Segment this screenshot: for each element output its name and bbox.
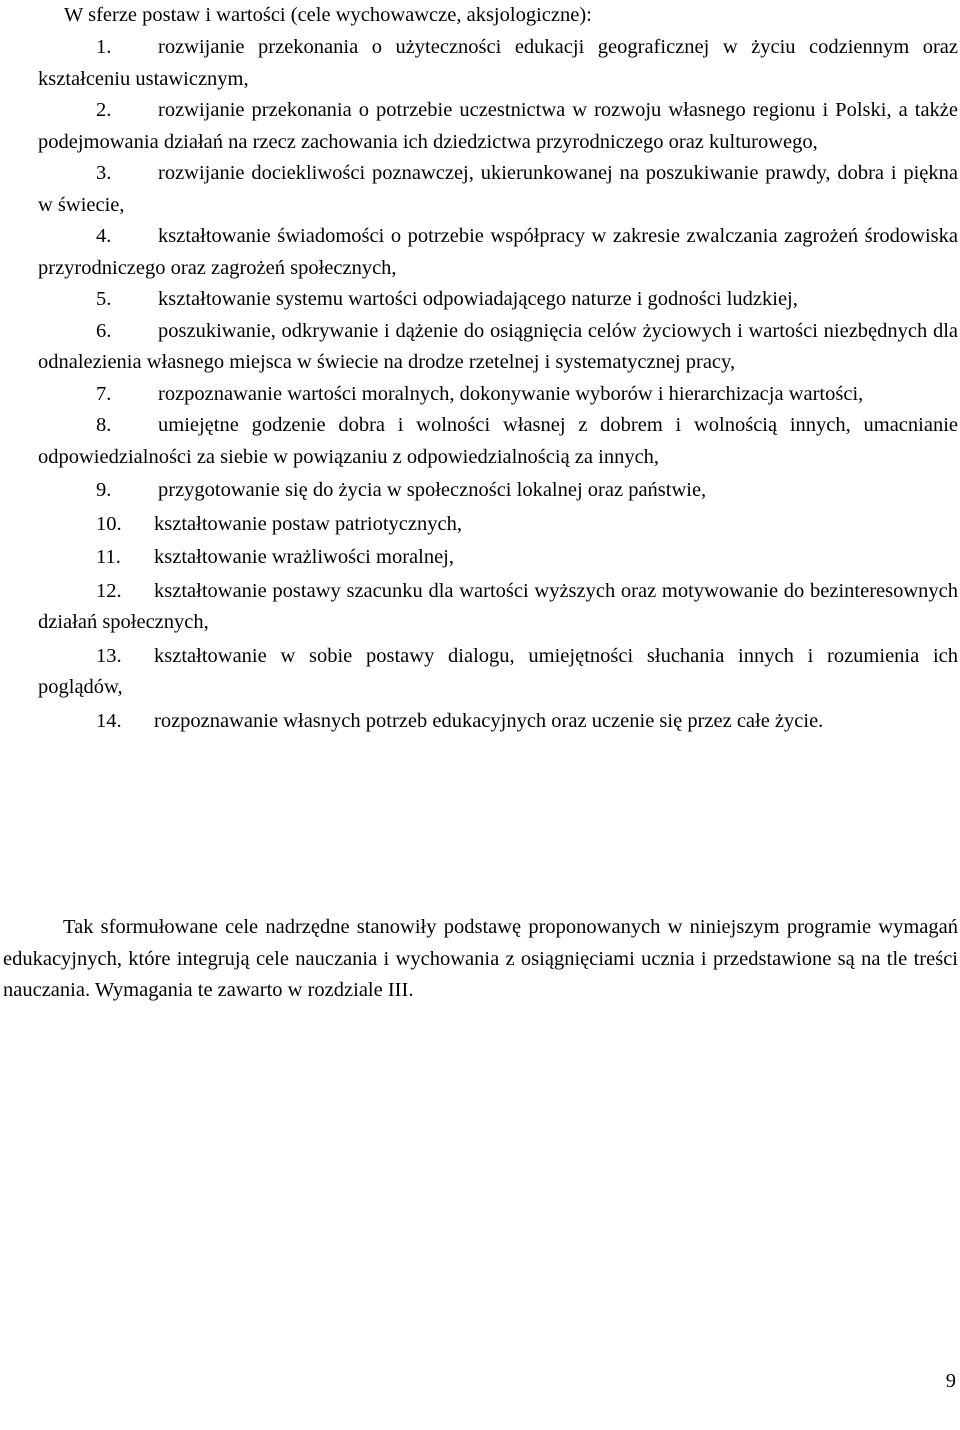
list-item — [38, 379, 958, 411]
item-text: rozwijanie przekonania o potrzebie uczestnictwa w rozwoju własnego regionu i Polski, a także podejmowania działań na rzecz zachowania ich dziedzictwa przyrodniczego oraz kulturowego, — [38, 99, 958, 153]
item-text: rozpoznawanie własnych potrzeb edukacyjnych oraz uczenie się przez całe życie. — [154, 709, 824, 732]
item-text: kształtowanie świadomości o potrzebie współpracy w zakresie zwalczania zagrożeń środowiska przyrodniczego oraz zagrożeń społecznych, — [38, 225, 958, 279]
item-number: 5. — [96, 288, 112, 310]
item-number: 6. — [96, 319, 112, 342]
item-number: 1. — [96, 36, 112, 58]
item-text: umiejętne godzenie dobra i wolności własnej z dobrem i wolnością innych, umacnianie odpowiedzialności za siebie w powiązaniu z odpowiedzialnością za innych, — [38, 414, 958, 468]
list-item — [38, 32, 958, 95]
item-number: 8. — [96, 414, 112, 436]
item-text: kształtowanie systemu wartości odpowiadającego naturze i godności ludzkiej, — [158, 288, 798, 310]
item-number: 12. — [96, 579, 122, 602]
item-text: poszukiwanie, odkrywanie i dążenie do osiągnięcia celów życiowych i wartości niezbędnych dla odnalezienia własnego miejsca w świecie na drodze rzetelnej i systematycznej pracy, — [38, 319, 958, 373]
list-item — [38, 316, 958, 379]
item-number: 4. — [96, 225, 112, 247]
page-number: 9 — [945, 1370, 956, 1392]
goals-list — [38, 32, 958, 737]
item-number: 13. — [96, 644, 122, 667]
item-text: rozwijanie przekonania o użyteczności edukacji geograficznej w życiu codziennym oraz kształceniu ustawicznym, — [38, 36, 958, 90]
list-item — [38, 576, 958, 639]
item-number: 14. — [96, 709, 122, 732]
closing-paragraph: Tak sformułowane cele nadrzędne stanowiły podstawę proponowanych w niniejszym programie wymagań edukacyjnych, które integrują cele nauczania i wychowania z osiągnięciami ucznia i przedstawione są na tle treści nauczania. Wymagania te zawarto w rozdziale III. — [3, 916, 958, 1001]
item-number: 2. — [96, 99, 112, 121]
list-item — [38, 641, 958, 704]
list-item — [38, 475, 958, 507]
item-text: kształtowanie wrażliwości moralnej, — [154, 546, 454, 568]
list-item — [38, 284, 958, 316]
item-number: 7. — [96, 382, 112, 405]
item-text: rozpoznawanie wartości moralnych, dokonywanie wyborów i hierarchizacja wartości, — [158, 382, 864, 405]
list-item — [38, 158, 958, 221]
item-number: 11. — [96, 546, 121, 568]
item-number: 3. — [96, 162, 112, 184]
item-text: rozwijanie dociekliwości poznawczej, ukierunkowanej na poszukiwanie prawdy, dobra i piękna w świecie, — [38, 162, 958, 216]
item-text: kształtowanie postaw patriotycznych, — [154, 512, 462, 535]
list-item — [38, 221, 958, 284]
list-item — [38, 706, 958, 738]
item-number: 9. — [96, 479, 112, 501]
list-item — [38, 410, 958, 473]
list-item — [38, 95, 958, 158]
item-text: kształtowanie postawy szacunku dla wartości wyższych oraz motywowanie do bezinteresownych działań społecznych, — [38, 579, 958, 633]
list-item — [38, 542, 958, 574]
item-number: 10. — [96, 512, 122, 535]
list-item — [38, 509, 958, 541]
item-text: kształtowanie w sobie postawy dialogu, umiejętności słuchania innych i rozumienia ich poglądów, — [38, 644, 958, 698]
section-intro: W sferze postaw i wartości (cele wychowawcze, aksjologiczne): — [64, 4, 592, 26]
item-text: przygotowanie się do życia w społeczności lokalnej oraz państwie, — [158, 479, 707, 501]
